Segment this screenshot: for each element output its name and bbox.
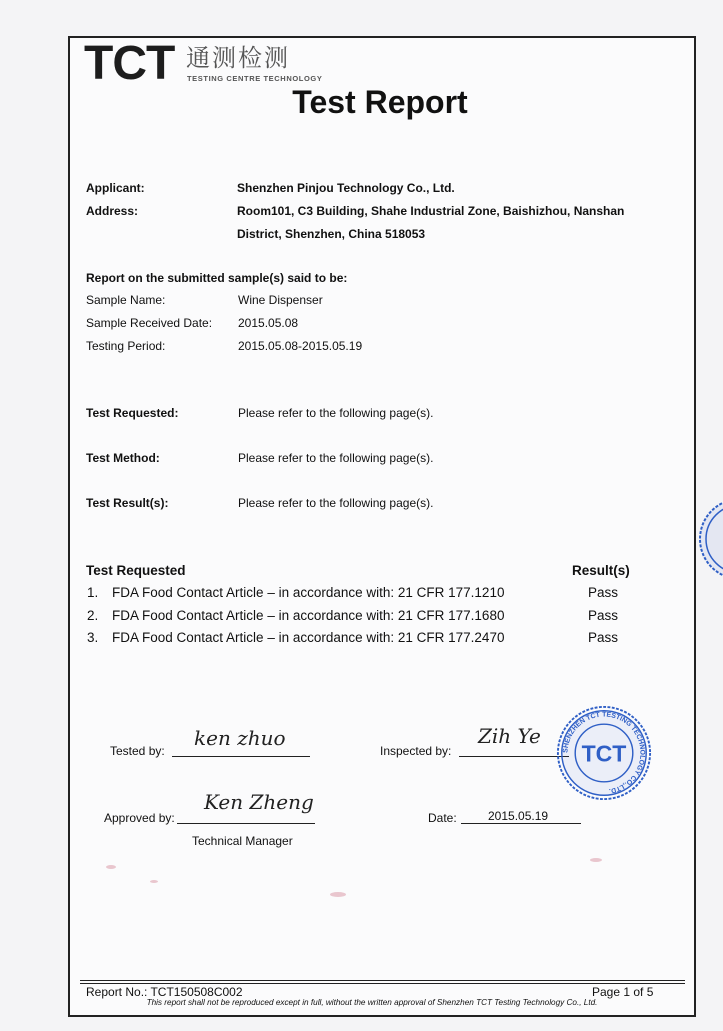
- received-label: Sample Received Date:: [86, 316, 213, 330]
- date-value: 2015.05.19: [488, 809, 549, 823]
- date-line: [461, 823, 581, 824]
- tested-by-signature: ken zhuo: [194, 726, 286, 750]
- approved-by-title: Technical Manager: [192, 834, 293, 848]
- approved-by-line: [177, 823, 315, 824]
- tested-by-label: Tested by:: [110, 744, 165, 758]
- table-row-text: FDA Food Contact Article – in accordance with: 21 CFR 177.2470: [112, 630, 505, 645]
- inspected-by-signature: Zih Ye: [478, 724, 541, 748]
- report-number: Report No.: TCT150508C002: [86, 985, 243, 999]
- test-requested-label: Test Requested:: [86, 406, 179, 420]
- ink-speck: [150, 880, 158, 883]
- table-row-text: FDA Food Contact Article – in accordance with: 21 CFR 177.1210: [112, 585, 505, 600]
- address-line-1: Room101, C3 Building, Shahe Industrial Zone, Baishizhou, Nanshan: [237, 204, 625, 218]
- test-method-value: Please refer to the following page(s).: [238, 451, 434, 465]
- sample-heading: Report on the submitted sample(s) said to be:: [86, 271, 348, 285]
- table-row-result: Pass: [588, 608, 619, 623]
- testing-period-label: Testing Period:: [86, 339, 166, 353]
- page-title: Test Report: [292, 84, 468, 120]
- date-label: Date:: [428, 811, 457, 825]
- test-result-label: Test Result(s):: [86, 496, 169, 510]
- table-row-number: 3.: [87, 630, 99, 645]
- applicant-label: Applicant:: [86, 181, 145, 195]
- edge-stamp-fragment: [695, 494, 723, 584]
- table-row-text: FDA Food Contact Article – in accordance with: 21 CFR 177.1680: [112, 608, 505, 623]
- table-row-result: Pass: [588, 630, 619, 645]
- table-row-result: Pass: [588, 585, 619, 600]
- tested-by-line: [172, 756, 310, 757]
- test-method-label: Test Method:: [86, 451, 160, 465]
- inspected-by-line: [459, 756, 569, 757]
- approved-by-label: Approved by:: [104, 811, 175, 825]
- tct-logo: TCT: [84, 37, 175, 90]
- ink-speck: [106, 865, 116, 869]
- test-result-value: Please refer to the following page(s).: [238, 496, 434, 510]
- testing-period-value: 2015.05.08-2015.05.19: [238, 339, 363, 353]
- received-value: 2015.05.08: [238, 316, 299, 330]
- company-stamp: [556, 705, 652, 801]
- test-requested-value: Please refer to the following page(s).: [238, 406, 434, 420]
- address-label: Address:: [86, 204, 139, 218]
- table-row-number: 1.: [87, 585, 99, 600]
- address-line-2: District, Shenzhen, China 518053: [237, 227, 426, 241]
- stamp-ring-text: SHENZHEN TCT TESTING TECHNOLOGY CO.,LTD.: [562, 711, 646, 795]
- footer-rule-top: [80, 980, 685, 981]
- ink-speck: [590, 858, 602, 862]
- ink-speck: [330, 892, 346, 897]
- logo-subtitle: TESTING CENTRE TECHNOLOGY: [187, 74, 323, 83]
- sample-name-label: Sample Name:: [86, 293, 166, 307]
- stamp-center-text: TCT: [581, 740, 627, 767]
- table-header-test: Test Requested: [86, 563, 186, 578]
- inspected-by-label: Inspected by:: [380, 744, 452, 758]
- table-row-number: 2.: [87, 608, 99, 623]
- table-header-result: Result(s): [572, 563, 630, 578]
- logo-chinese-text: 通测检测: [186, 44, 290, 72]
- footer-rule-bottom: [80, 983, 685, 984]
- disclaimer: This report shall not be reproduced except in full, without the written approval of Shenzhen TCT Testing Technology Co., Ltd.: [146, 998, 598, 1007]
- approved-by-signature: Ken Zheng: [204, 790, 314, 814]
- sample-name-value: Wine Dispenser: [238, 293, 323, 307]
- applicant-value: Shenzhen Pinjou Technology Co., Ltd.: [237, 181, 455, 195]
- page-number: Page 1 of 5: [592, 985, 654, 999]
